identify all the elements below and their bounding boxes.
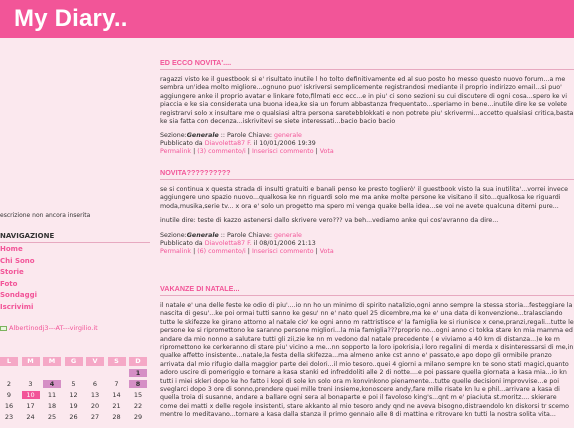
- calendar-day: 14: [112, 390, 121, 399]
- calendar-weekday: D: [129, 357, 147, 366]
- calendar-day: 2: [6, 379, 12, 388]
- published-prefix: Pubblicato da: [160, 239, 203, 247]
- calendar-header-row: [0, 356, 152, 367]
- tag-link[interactable]: generale: [274, 132, 302, 140]
- calendar-day: 26: [69, 412, 78, 421]
- post: [160, 58, 574, 156]
- post-meta: [160, 132, 574, 148]
- calendar-day: 15: [133, 390, 143, 399]
- calendar-day: 21: [112, 401, 121, 410]
- calendar-week-row: [0, 367, 152, 378]
- site-description: escrizione non ancora inserita: [0, 212, 91, 219]
- calendar-day: 28: [112, 412, 121, 421]
- calendar-day[interactable]: 1: [129, 369, 147, 377]
- vote-link[interactable]: Vota: [319, 247, 334, 255]
- add-comment-link[interactable]: Inserisci commento: [251, 148, 314, 156]
- published-prefix: Pubblicato da: [160, 140, 203, 148]
- post-links: Permalink | (3) commento/i | Inserisci commento | Vota: [160, 148, 334, 156]
- post-date: il 08/01/2006 21:13: [253, 239, 316, 247]
- calendar-day: 16: [4, 401, 14, 410]
- nav-list: [0, 245, 37, 314]
- add-comment-link[interactable]: Inserisci commento: [251, 247, 314, 255]
- nav-item-sondaggi[interactable]: Sondaggi: [0, 291, 37, 299]
- calendar-weeks: [0, 367, 152, 422]
- sidebar: [0, 38, 152, 428]
- tag-link[interactable]: generale: [274, 231, 302, 239]
- calendar-day: 7: [114, 379, 119, 388]
- calendar-weekday: L: [0, 357, 18, 366]
- calendar-day: 20: [90, 401, 100, 410]
- calendar-day: 22: [133, 401, 143, 410]
- calendar-day: 5: [71, 379, 76, 388]
- section-name: Generale: [186, 231, 219, 239]
- calendar-day: 3: [28, 379, 33, 388]
- calendar-day[interactable]: 10: [22, 391, 40, 399]
- comments-link[interactable]: (3) commento/i: [197, 148, 246, 156]
- calendar-day: 9: [6, 390, 12, 399]
- permalink-link[interactable]: Permalink: [160, 247, 192, 255]
- post-extra: inutile dire: teste di kazzo astenersi dallo skrivere vero??? va beh...vediamo anke qui cos'avranno da dire...: [160, 217, 499, 225]
- calendar-weekday: M: [43, 357, 61, 366]
- post-body: ragazzi visto ke il guestbook si e' risultato inutile l ho tolto definitivamente ed al suo posto ho messo questo nuovo forum...a me sembra un'idea molto migliore...ognuno puo' iskriversi semplicemente registrandosi mediante il proprio indirizzo email...si puo' aggiungere anke il proprio avatar e linkare foto,filmati ecc ecc...e in piu' ci sono sezioni su cui discutere di ogni cosa...spero ke vi piaccia e ke sia considerata una buona idea,ke sia un forum abbastanza frequentato...speriamo in bene...inutile dire ke se volete registrarvi solo x insultare me o qualsiasi altra persona saretebblokkati e non potrete piu' skrivermi...accetto qualsiasi critica,basta ke sia fatta con decenza...iskrivitevi se siete interessati...bacio bacio bacio: [160, 76, 574, 126]
- calendar-week-row: [0, 400, 152, 411]
- section-label: Sezione:: [160, 132, 187, 140]
- post-date: il 10/01/2006 19:39: [253, 140, 316, 148]
- post-links: Permalink | (6) commento/i | Inserisci commento | Vota: [160, 247, 334, 255]
- comments-link[interactable]: (6) commento/i: [197, 247, 246, 255]
- post: [160, 284, 574, 420]
- author-link[interactable]: Diavoletta87 F.: [204, 239, 252, 247]
- calendar-weekday: V: [86, 357, 104, 366]
- calendar-day: 27: [90, 412, 100, 421]
- section-label: Sezione:: [160, 231, 187, 239]
- vote-link[interactable]: Vota: [319, 148, 334, 156]
- tags-label: :: Parole Chiave:: [220, 132, 273, 140]
- calendar-day: 11: [47, 390, 57, 399]
- calendar-weekday: G: [65, 357, 83, 366]
- section-name: Generale: [186, 132, 219, 140]
- post-title[interactable]: NOVITA??????????: [160, 168, 574, 180]
- calendar-day: 6: [92, 379, 98, 388]
- calendar-day[interactable]: 8: [129, 380, 147, 388]
- nav-item-storie[interactable]: Storie: [0, 268, 24, 276]
- calendar-week-row: [0, 389, 152, 400]
- calendar-day: 12: [69, 390, 78, 399]
- permalink-link[interactable]: Permalink: [160, 148, 192, 156]
- calendar-weekday: S: [108, 357, 126, 366]
- calendar-weekday: M: [22, 357, 40, 366]
- post-meta: [160, 232, 574, 248]
- email-address[interactable]: Albertinodj3---AT---virgilio.it: [9, 324, 98, 332]
- calendar-day: 24: [26, 412, 35, 421]
- nav-item-chi-sono[interactable]: Chi Sono: [0, 256, 35, 265]
- calendar-day: 13: [90, 390, 100, 399]
- post-body: se si continua x questa strada di insulti gratuiti e banali penso ke presto toglierò' il guestbook visto la sua inutilita'...vorrei invece aggiungere uno spazio nuovo...qualkosa ke nn riguardi solo me ma anke molte persone ke visitano il sito...qualkosa ke riguardi moda,musika,serie tv... x ora e' solo un progetto ma spero mi venga quake bella idea...se voi ne avete qualcuna ditemi pure...: [160, 186, 569, 210]
- tags-label: :: Parole Chiave:: [220, 231, 273, 239]
- nav-item-iscrivimi[interactable]: Iscrivimi: [0, 302, 34, 311]
- calendar-week-row: [0, 411, 152, 422]
- calendar: [0, 356, 152, 422]
- nav-item-home[interactable]: Home: [0, 245, 23, 253]
- post-title[interactable]: VAKANZE DI NATALE...: [160, 284, 574, 296]
- nav-item-foto[interactable]: Foto: [0, 279, 18, 288]
- site-header: [0, 0, 574, 38]
- calendar-day: 18: [47, 401, 57, 410]
- calendar-day: 19: [69, 401, 78, 410]
- email-link[interactable]: [0, 324, 98, 332]
- envelope-icon: [0, 326, 7, 331]
- calendar-day: 23: [4, 412, 14, 421]
- calendar-week-row: [0, 378, 152, 389]
- author-link[interactable]: Diavoletta87 F.: [204, 140, 252, 148]
- post-body: il natale e' una delle feste ke odio di piu'....io nn ho un minimo di spirito natalizio,ogni anno sempre la stessa storia...festeggiare la nascita di gesu'...ke poi ormai tutti sanno ke gesu' nn e' nato quel 25 dicembre,ma ke e' una data di konvenzione...tralasciando tutte le skifezze ke girano attorno al natale cio' ke ogni anno m rattristisce e' la famiglia ke si riunisce x cene,pranzi,regali...tutte le persone ke si ripromettono ke saranno persone migliori...la mia famiglia???proprio no...ogni anno ci tokka stare kn mia mamma ed andare da mio nonno a salutare tutti gli zii,zie ke nn m vedono dal natale precedente ( e viviamo a 40 km di distanza...)e ke m ripromettono ke cerkeranno di stare piu' vicino a me...nn sopporto la loro ipokrisia,i loro regalini di merda x disinteressarsi di me,in qualke affetto insistente...natale,la festa della skifezza...ma almeno anke cst anno e' passato,e apo dopo gli ormibile pranzo arrivata dal mio rifugio dalla maggior parte dei dolori...il mio tesoro..quei 4 giorni a milano sempre kn te sono stati magici,quanto adoro uscire di pomeriggio e tornare a kasa stanki ed infreddoliti alle 2 di notte....e poi passare quella giornata a kasa mia...io kn tutti i miei skleri dopo ke ho fatto i kopi di sole kn solo ora m konvinkono pienamente...tutte quelle decisioni improvvise...e poi sveglarci dopo 3 ore di sonno,prendere quei mille treni insieme,konoscere andy,fare mille risate kn lu e phil...arrivare a kasa di quella troia di susanne, andare a ballare ogni sera al bonaparte e poi il favoloso king's...qnt m e' piaciuta st.moritz.... skierare come dei matti x delle regole insistenti, stare akkanto al mio tesoro andy qnd ne aveva bisogno,distraendolo kn diskorsi tr scemo mentre lo meditavano...tornare a kasa dalla stanza il primo gennaio alle 8 di mattina e ritrovare kn tutti la nostra solita vita...: [160, 302, 574, 419]
- post: [160, 168, 574, 256]
- nav-title: NAVIGAZIONE: [0, 232, 150, 243]
- calendar-day: 17: [26, 401, 35, 410]
- calendar-day: 29: [133, 412, 143, 421]
- calendar-day[interactable]: 4: [43, 380, 61, 388]
- site-title[interactable]: My Diary..: [14, 5, 128, 32]
- calendar-day: 25: [47, 412, 57, 421]
- post-title[interactable]: ED ECCO NOVITA'....: [160, 58, 574, 70]
